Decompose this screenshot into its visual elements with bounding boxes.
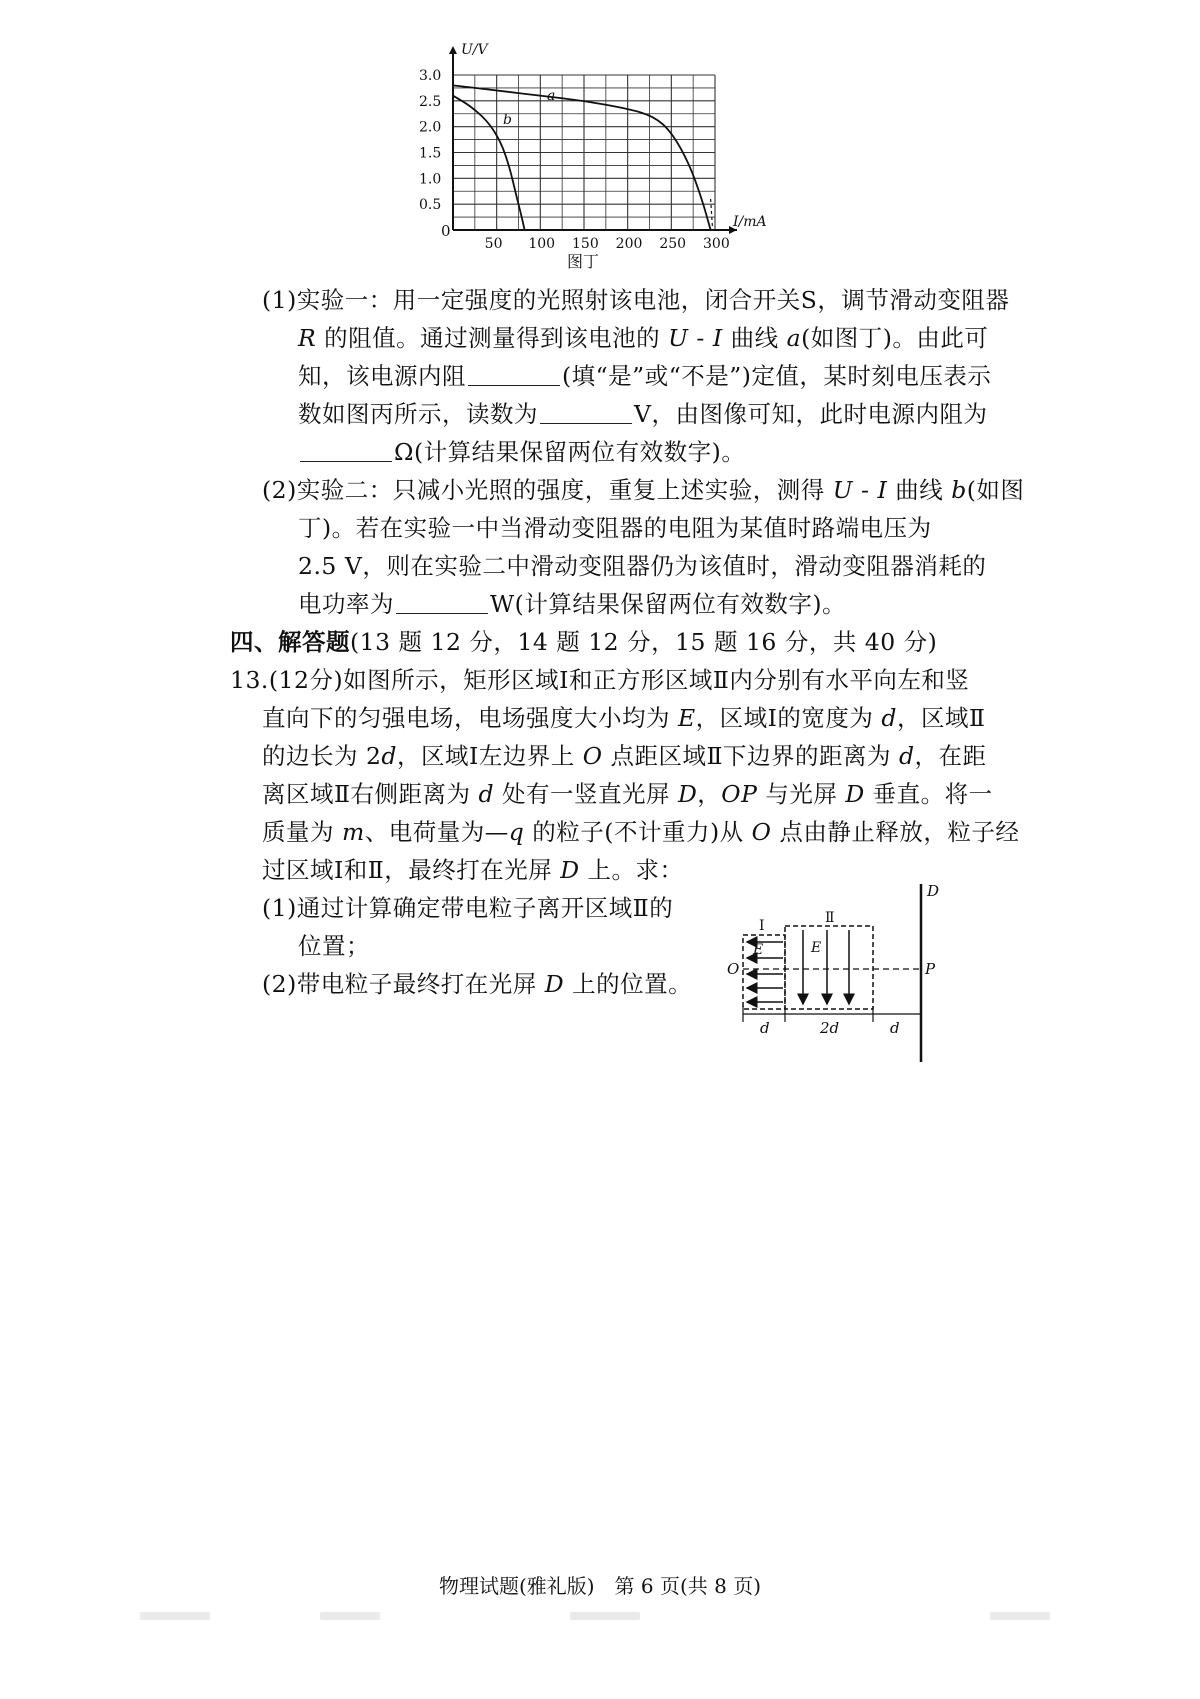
answer-blank[interactable] (468, 363, 560, 386)
q13-var: D (845, 780, 865, 808)
point-p-label: P (925, 960, 936, 978)
q13-sub1-line1 (262, 889, 673, 927)
y-tick-label: 2.5 (419, 93, 442, 110)
q13-text: (1)通过计算确定带电粒子离开区域Ⅱ的 (262, 894, 674, 922)
q12-var: U - I (832, 476, 888, 504)
q12-part1-line4 (298, 395, 987, 433)
figure-ding-chart (415, 40, 775, 270)
x-tick-label: 200 (615, 236, 643, 252)
q13-text: ，区域Ⅰ的宽度为 (695, 704, 882, 732)
q13-var: E (677, 704, 696, 732)
q13-line2 (262, 699, 985, 737)
q12-part1-line2 (298, 319, 988, 357)
x-tick-label: 100 (528, 236, 556, 252)
q13-line1 (230, 661, 969, 699)
field-e1-label: E (753, 942, 764, 958)
q13-var: O (582, 742, 603, 770)
q13-sub1-line2 (298, 927, 370, 965)
q12-text: 电功率为 (298, 590, 394, 618)
scan-mark (570, 1612, 640, 1620)
q13-text: 点由静止释放，粒子经 (771, 818, 1020, 846)
y-tick-label: 3.0 (419, 68, 442, 84)
q13-text: ， (697, 780, 722, 808)
scan-mark (990, 1612, 1050, 1620)
x-tick-label: 50 (484, 236, 503, 252)
q13-text: 点距区域Ⅱ下边界的距离为 (602, 742, 899, 770)
q12-text: (1)实验一：用一定强度的光照射该电池，闭合开关S，调节滑动变阻器 (262, 286, 1010, 314)
q12-text: (如图丁)。由此可 (801, 324, 989, 352)
q13-text: 、电荷量为— (364, 818, 509, 846)
q13-text: 上。求： (579, 856, 684, 884)
region-1-label: Ⅰ (759, 918, 765, 934)
q12-part2-line3 (298, 547, 986, 585)
q13-var: d (898, 742, 915, 770)
curve-b (453, 96, 525, 230)
q12-var: U - I (668, 324, 723, 352)
q12-var: a (786, 324, 802, 352)
q13-text: 13.(12分)如图所示，矩形区域Ⅰ和正方形区域Ⅱ内分别有水平向左和竖 (230, 666, 970, 694)
figure-caption: 图丁 (567, 252, 600, 270)
q12-part2-line2 (298, 509, 932, 547)
curve-a (453, 85, 711, 230)
q13-var: D (560, 856, 580, 884)
q12-text: 的阻值。通过测量得到该电池的 (316, 324, 669, 352)
q12-part2-line4 (298, 585, 846, 623)
q13-text: 垂直。将一 (864, 780, 993, 808)
q12-text: 丁)。若在实验一中当滑动变阻器的电阻为某值时路端电压为 (298, 514, 932, 542)
field-diagram (725, 880, 975, 1080)
q12-var: R (298, 324, 317, 352)
q13-var: d (381, 742, 397, 770)
q13-line4 (262, 775, 993, 813)
q13-text: (2)带电粒子最终打在光屏 (262, 970, 545, 998)
dim-d2-label: d (890, 1019, 900, 1037)
q12-var: b (951, 476, 967, 504)
chart-axes (449, 46, 737, 234)
q12-text: 2.5 V，则在实验二中滑动变阻器仍为该值时，滑动变阻器消耗的 (298, 552, 987, 580)
q13-text: ，区域Ⅱ (896, 704, 986, 732)
curve-a-label: a (547, 88, 556, 104)
q13-text: 上的位置。 (564, 970, 693, 998)
q13-line6 (262, 851, 684, 889)
point-o-label: O (727, 960, 740, 978)
q12-text: 知，该电源内阻 (298, 362, 466, 390)
q12-part2-line1 (262, 471, 1024, 509)
q12-text: 数如图丙所示，读数为 (298, 400, 538, 428)
x-tick-label: 150 (572, 236, 599, 252)
chart-curves (453, 85, 713, 230)
q13-var: d (881, 704, 897, 732)
q13-text: ，在距 (914, 742, 987, 770)
y-axis-label: U/V (461, 42, 488, 58)
answer-blank[interactable] (396, 591, 488, 614)
q12-text: 曲线 (722, 324, 787, 352)
section-title: 四、解答题 (230, 628, 350, 656)
x-tick-label: 300 (703, 236, 730, 252)
q13-text: 的粒子(不计重力)从 (524, 818, 752, 846)
q13-text: 处有一竖直光屏 (494, 780, 678, 808)
q13-text: 位置； (298, 932, 370, 960)
chart-grid (453, 75, 715, 230)
y-tick-label: 2.0 (419, 119, 442, 136)
y-axis-arrowhead (449, 46, 457, 54)
q12-part1-line1 (262, 281, 1009, 319)
q13-text: 离区域Ⅱ右侧距离为 (262, 780, 479, 808)
q13-line5 (262, 813, 1019, 851)
y-tick-label: 1.0 (419, 171, 442, 188)
q12-part1-line5 (298, 433, 745, 471)
q13-var: D (677, 780, 698, 808)
q12-text: W(计算结果保留两位有效数字)。 (490, 590, 846, 618)
q13-line3 (262, 737, 986, 775)
origin-label: 0 (441, 222, 451, 240)
q12-text: 曲线 (887, 476, 952, 504)
q13-var: D (544, 970, 565, 998)
q13-text: 直向下的匀强电场，电场强度大小均为 (262, 704, 678, 732)
q12-text: V，由图像可知，此时电源内阻为 (634, 400, 988, 428)
answer-blank[interactable] (540, 401, 632, 424)
screen-d-label: D (927, 882, 940, 900)
scan-mark (140, 1612, 210, 1620)
field-e2-label: E (811, 940, 822, 956)
chart-ticks (419, 68, 730, 252)
q12-text: (2)实验二：只减小光照的强度，重复上述实验，测得 (262, 476, 833, 504)
y-tick-label: 1.5 (419, 145, 442, 162)
q13-text: 的边长为 2 (262, 742, 382, 770)
section-points: (13 题 12 分，14 题 12 分，15 题 16 分，共 40 分) (350, 628, 938, 656)
q13-sub2 (262, 965, 692, 1003)
x-tick-label: 250 (659, 236, 687, 252)
q13-text: 质量为 (262, 818, 342, 846)
q13-text: ，区域Ⅰ左边界上 (396, 742, 583, 770)
dim-d1-label: d (760, 1019, 770, 1037)
q13-var: m (341, 818, 365, 846)
scan-mark (320, 1612, 380, 1620)
region-2-boundary (785, 926, 873, 1009)
y-tick-label: 0.5 (419, 197, 442, 214)
q13-text: 与光屏 (757, 780, 846, 808)
q13-var: O (751, 818, 772, 846)
dim-2d-label: 2d (820, 1019, 840, 1037)
page-footer: 物理试题(雅礼版) 第 6 页(共 8 页) (438, 1574, 762, 1598)
q13-var: q (508, 818, 525, 846)
curve-b-label: b (503, 112, 512, 128)
q12-part1-line3 (298, 357, 991, 395)
region-2-label: Ⅱ (825, 910, 835, 926)
q12-text: Ω(计算结果保留两位有效数字)。 (394, 438, 746, 466)
q13-text: 过区域Ⅰ和Ⅱ，最终打在光屏 (262, 856, 561, 884)
q13-var: d (478, 780, 494, 808)
region-1-boundary (743, 935, 785, 1009)
x-axis-label: I/mA (733, 214, 767, 230)
answer-blank[interactable] (300, 439, 392, 462)
q12-text: (如图 (966, 476, 1025, 504)
section-heading (230, 623, 937, 661)
q12-text: (填“是”或“不是”)定值，某时刻电压表示 (562, 362, 992, 390)
q13-var: OP (721, 780, 758, 808)
